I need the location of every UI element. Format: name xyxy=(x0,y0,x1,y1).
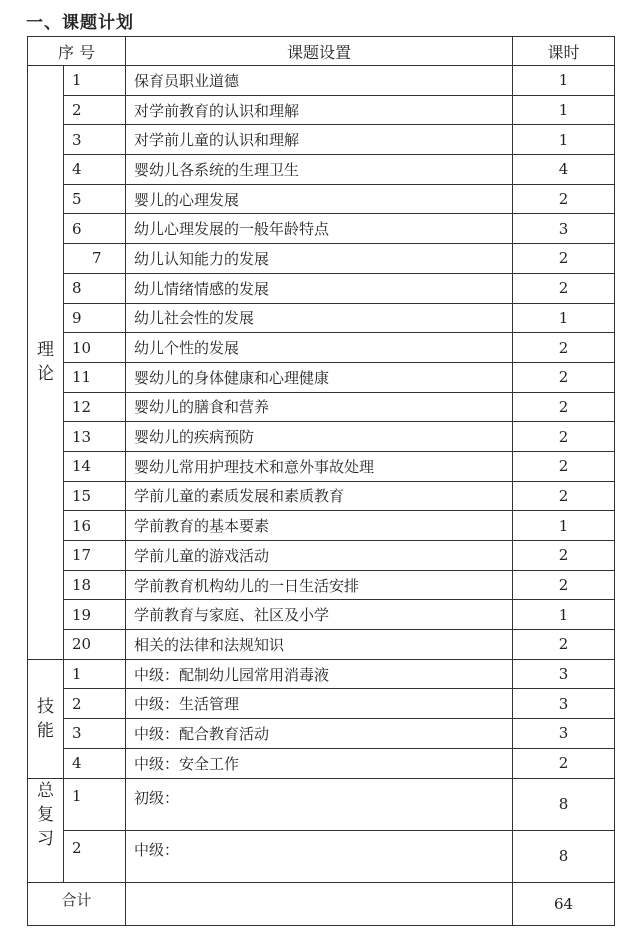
table-row xyxy=(28,273,615,303)
table-row xyxy=(28,689,615,719)
row-number: 17 xyxy=(64,541,126,571)
topic-cell: 婴幼儿各系统的生理卫生 xyxy=(126,155,513,185)
row-number: 9 xyxy=(64,303,126,333)
header-index: 序 号 xyxy=(28,37,126,66)
topic-cell: 学前教育的基本要素 xyxy=(126,511,513,541)
hours-cell: 2 xyxy=(513,244,615,274)
row-number: 14 xyxy=(64,451,126,481)
hours-cell: 2 xyxy=(513,748,615,778)
hours-cell: 3 xyxy=(513,659,615,689)
table-row xyxy=(28,422,615,452)
row-number: 4 xyxy=(64,155,126,185)
topic-cell: 中级： xyxy=(126,830,513,882)
topic-cell: 婴幼儿的疾病预防 xyxy=(126,422,513,452)
header-hours: 课时 xyxy=(513,37,615,66)
topic-cell: 婴幼儿常用护理技术和意外事故处理 xyxy=(126,451,513,481)
topic-cell: 中级：配制幼儿园常用消毒液 xyxy=(126,659,513,689)
hours-cell: 3 xyxy=(513,214,615,244)
hours-cell: 8 xyxy=(513,830,615,882)
topic-cell: 幼儿心理发展的一般年龄特点 xyxy=(126,214,513,244)
hours-cell: 2 xyxy=(513,630,615,660)
topic-cell: 中级：配合教育活动 xyxy=(126,719,513,749)
row-number: 7 xyxy=(64,244,126,274)
hours-cell: 2 xyxy=(513,451,615,481)
topic-cell: 学前儿童的素质发展和素质教育 xyxy=(126,481,513,511)
table-row xyxy=(28,830,615,882)
hours-cell: 1 xyxy=(513,95,615,125)
topic-cell: 中级：生活管理 xyxy=(126,689,513,719)
hours-cell: 3 xyxy=(513,719,615,749)
row-number: 4 xyxy=(64,748,126,778)
table-row xyxy=(28,214,615,244)
table-row xyxy=(28,95,615,125)
hours-cell: 1 xyxy=(513,511,615,541)
topic-cell: 婴儿的心理发展 xyxy=(126,184,513,214)
table-row xyxy=(28,600,615,630)
hours-cell: 4 xyxy=(513,155,615,185)
table-row xyxy=(28,719,615,749)
topic-cell: 婴幼儿的身体健康和心理健康 xyxy=(126,362,513,392)
table-row xyxy=(28,392,615,422)
table-row xyxy=(28,511,615,541)
table-row xyxy=(28,184,615,214)
topic-cell: 幼儿社会性的发展 xyxy=(126,303,513,333)
row-number: 16 xyxy=(64,511,126,541)
category-text: 技 能 xyxy=(37,696,54,741)
topic-cell: 保育员职业道德 xyxy=(126,66,513,96)
total-row xyxy=(28,882,615,925)
topic-cell: 对学前儿童的认识和理解 xyxy=(126,125,513,155)
table-body xyxy=(28,66,615,926)
category-label xyxy=(28,66,64,660)
table-row xyxy=(28,630,615,660)
row-number: 3 xyxy=(64,719,126,749)
topic-cell: 幼儿情绪情感的发展 xyxy=(126,273,513,303)
table-row xyxy=(28,778,615,830)
table-row xyxy=(28,303,615,333)
row-number: 2 xyxy=(64,689,126,719)
topic-cell: 幼儿认知能力的发展 xyxy=(126,244,513,274)
row-number: 2 xyxy=(64,95,126,125)
category-text: 总 复 习 xyxy=(37,780,54,849)
hours-cell: 2 xyxy=(513,362,615,392)
table-header-row xyxy=(28,37,615,66)
hours-cell: 2 xyxy=(513,541,615,571)
table-row xyxy=(28,541,615,571)
table-row xyxy=(28,451,615,481)
row-number: 11 xyxy=(64,362,126,392)
hours-cell: 2 xyxy=(513,392,615,422)
row-number: 1 xyxy=(64,659,126,689)
hours-cell: 1 xyxy=(513,600,615,630)
table-row xyxy=(28,333,615,363)
table-row xyxy=(28,570,615,600)
hours-cell: 2 xyxy=(513,273,615,303)
topic-cell: 相关的法律和法规知识 xyxy=(126,630,513,660)
row-number: 6 xyxy=(64,214,126,244)
category-label xyxy=(28,659,64,778)
total-label: 合计 xyxy=(28,882,126,925)
row-number: 18 xyxy=(64,570,126,600)
hours-cell: 1 xyxy=(513,303,615,333)
row-number: 13 xyxy=(64,422,126,452)
row-number: 5 xyxy=(64,184,126,214)
header-topic: 课题设置 xyxy=(126,37,513,66)
row-number: 20 xyxy=(64,630,126,660)
row-number: 10 xyxy=(64,333,126,363)
row-number: 1 xyxy=(64,778,126,830)
total-hours: 64 xyxy=(513,882,615,925)
category-label xyxy=(28,778,64,882)
row-number: 8 xyxy=(64,273,126,303)
topic-cell: 初级： xyxy=(126,778,513,830)
row-number: 2 xyxy=(64,830,126,882)
topic-cell: 学前教育机构幼儿的一日生活安排 xyxy=(126,570,513,600)
table-row xyxy=(28,155,615,185)
topic-cell: 中级：安全工作 xyxy=(126,748,513,778)
category-text: 理 论 xyxy=(37,340,54,385)
topic-cell: 幼儿个性的发展 xyxy=(126,333,513,363)
row-number: 12 xyxy=(64,392,126,422)
hours-cell: 2 xyxy=(513,422,615,452)
row-number: 19 xyxy=(64,600,126,630)
row-number: 3 xyxy=(64,125,126,155)
hours-cell: 2 xyxy=(513,570,615,600)
hours-cell: 8 xyxy=(513,778,615,830)
topic-cell: 对学前教育的认识和理解 xyxy=(126,95,513,125)
hours-cell: 2 xyxy=(513,481,615,511)
hours-cell: 1 xyxy=(513,125,615,155)
total-topic-cell xyxy=(126,882,513,925)
table-row xyxy=(28,244,615,274)
section-heading: 一、课题计划 xyxy=(26,13,134,33)
table-row xyxy=(28,659,615,689)
course-plan-table xyxy=(27,36,615,926)
table-row xyxy=(28,125,615,155)
table-row xyxy=(28,362,615,392)
topic-cell: 学前教育与家庭、社区及小学 xyxy=(126,600,513,630)
table-row xyxy=(28,66,615,96)
row-number: 15 xyxy=(64,481,126,511)
hours-cell: 1 xyxy=(513,66,615,96)
topic-cell: 学前儿童的游戏活动 xyxy=(126,541,513,571)
row-number: 1 xyxy=(64,66,126,96)
topic-cell: 婴幼儿的膳食和营养 xyxy=(126,392,513,422)
table-row xyxy=(28,748,615,778)
hours-cell: 2 xyxy=(513,333,615,363)
table-row xyxy=(28,481,615,511)
hours-cell: 2 xyxy=(513,184,615,214)
hours-cell: 3 xyxy=(513,689,615,719)
